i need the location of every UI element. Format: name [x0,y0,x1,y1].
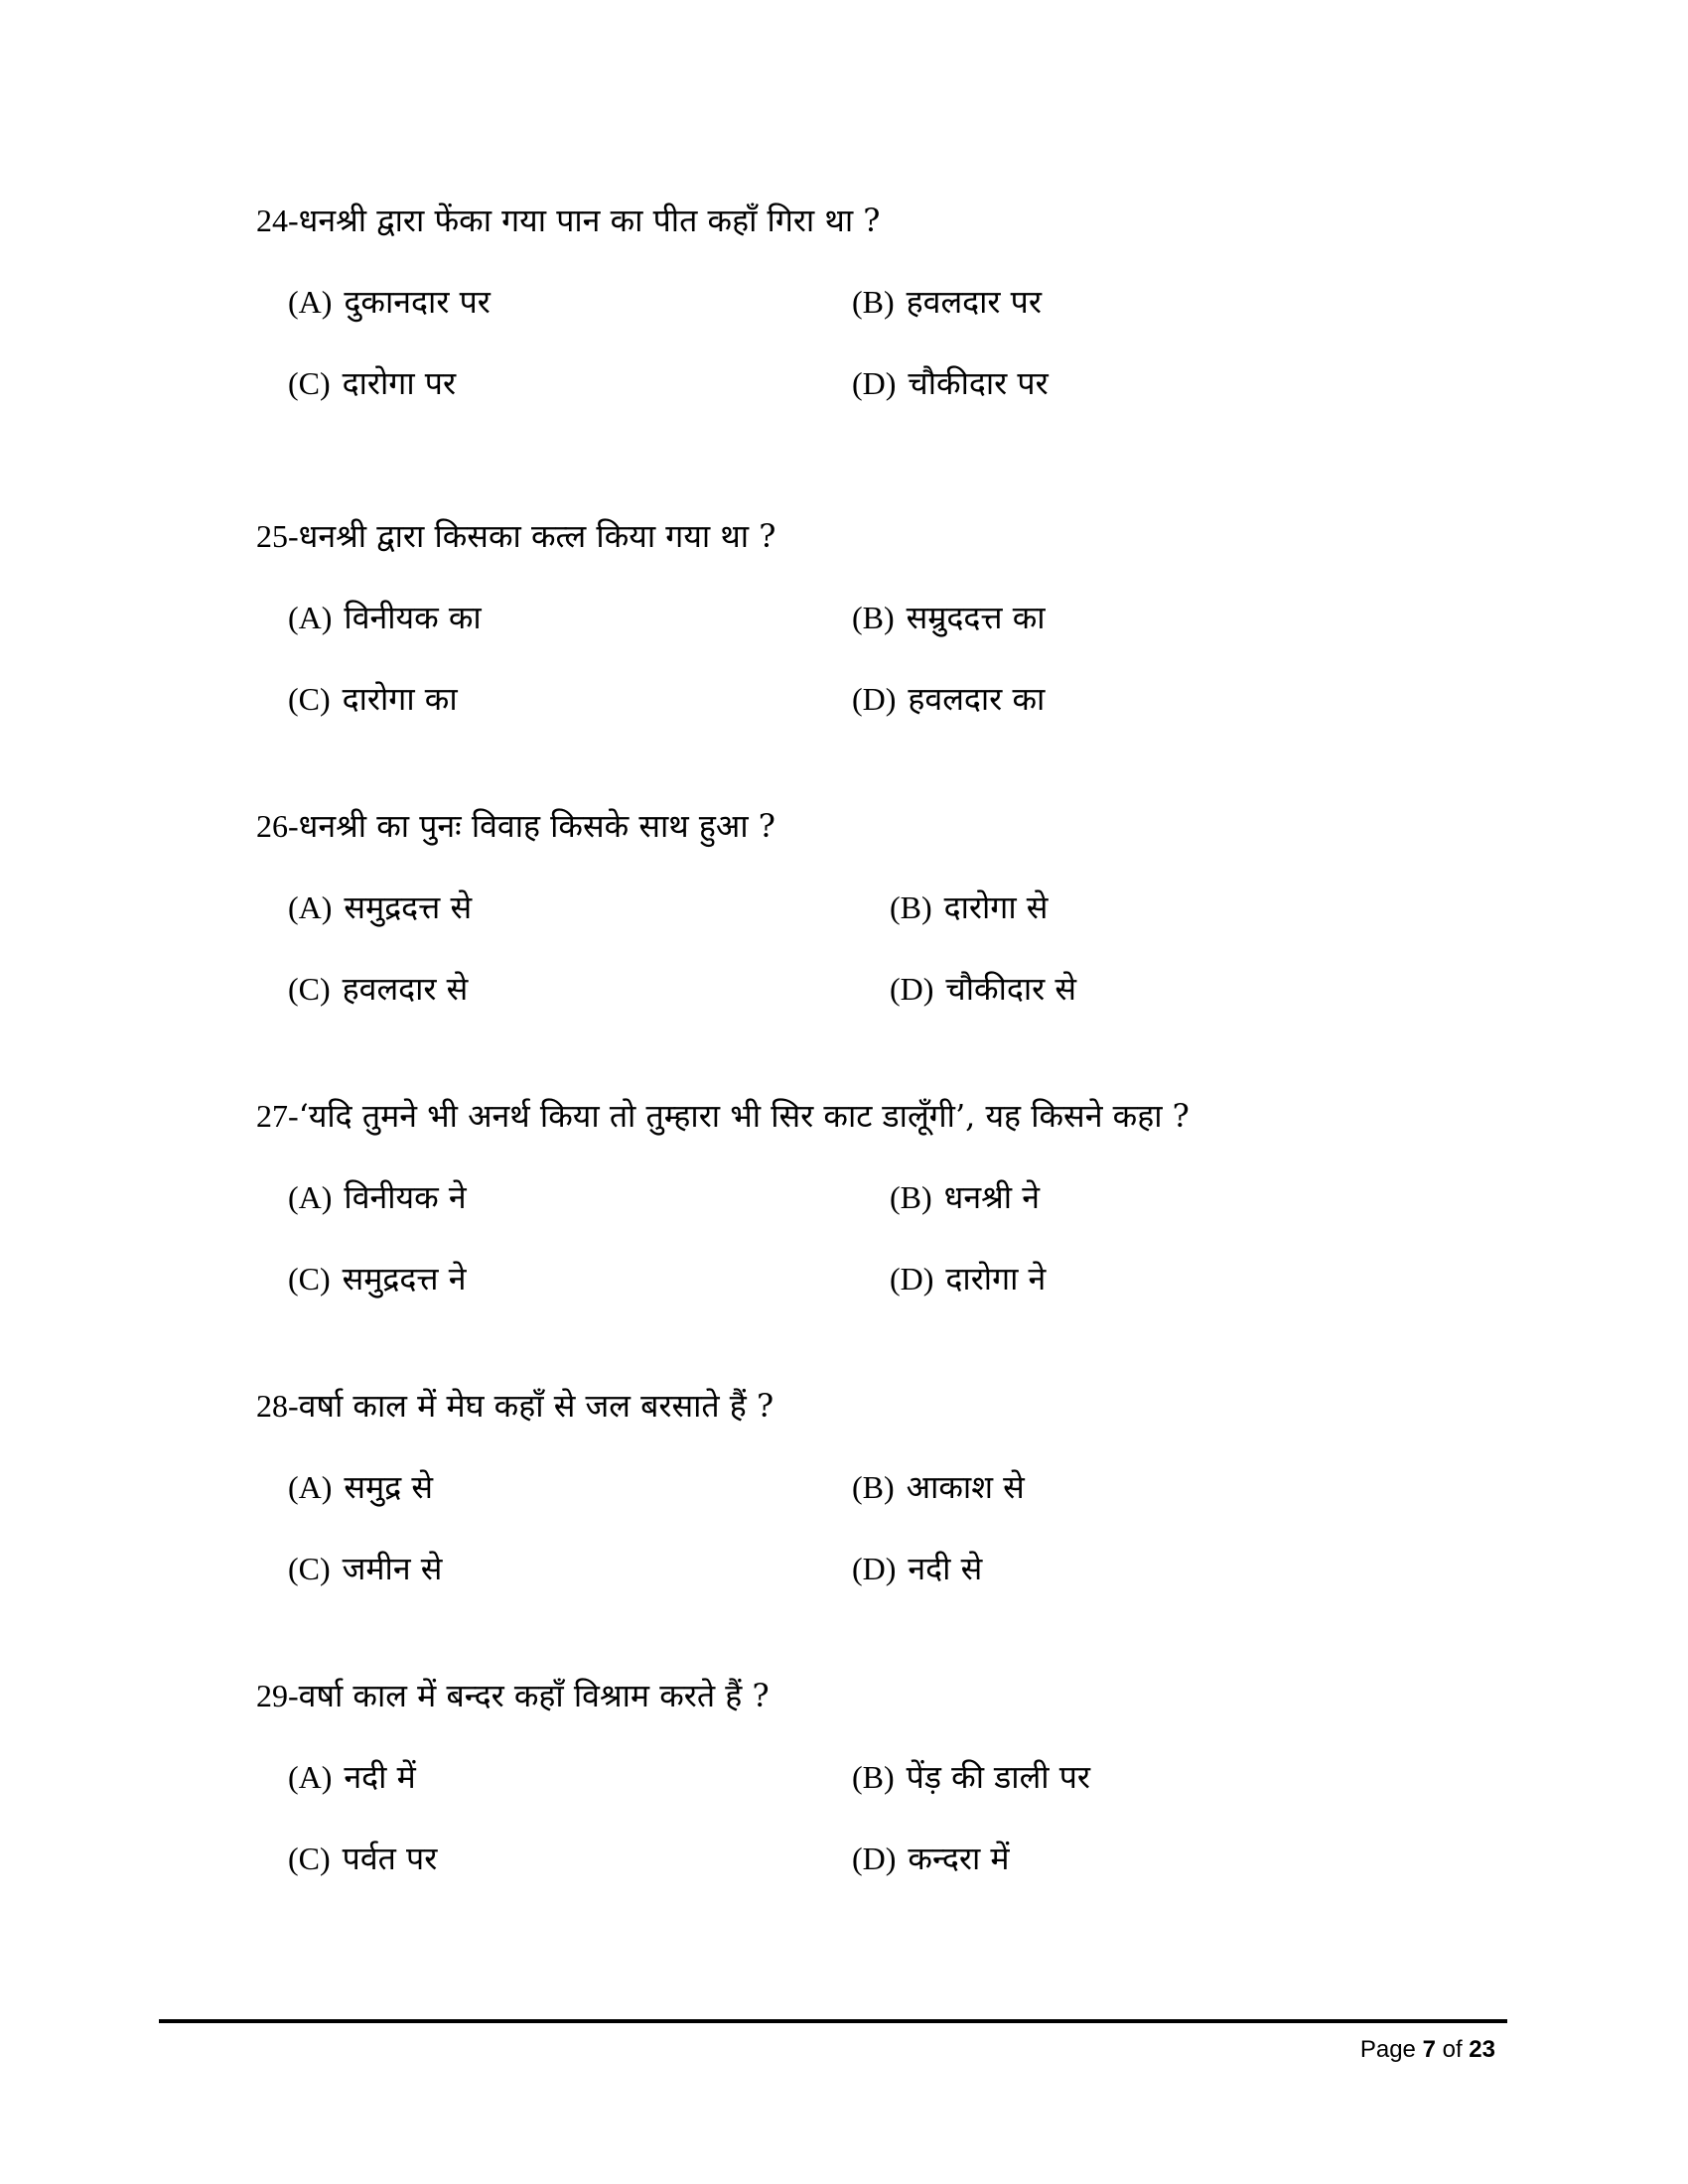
option-text: हवलदार से [342,970,469,1008]
option-c [288,1547,442,1590]
current-page-number: 7 [1422,2036,1436,2063]
option-a [288,1465,433,1509]
total-pages-number: 23 [1469,2036,1495,2063]
question-27 [256,1094,1507,1304]
option-letter: (A) [288,284,333,320]
option-a [288,596,482,639]
option-letter: (B) [852,1759,895,1795]
question-prompt: ‘यदि तुमने भी अनर्थ किया तो तुम्हारा भी सिर काट डालूँगी’, यह किसने कहा ? [298,1097,1190,1135]
question-number: 25- [256,518,299,554]
question-prompt: धनश्री का पुनः विवाह किसके साथ हुआ ? [298,807,775,845]
option-c [288,361,456,405]
option-d [890,1257,1046,1300]
option-letter: (D) [890,1261,934,1297]
options-group [256,1175,1507,1304]
option-letter: (C) [288,681,331,717]
option-c [288,677,458,721]
question-text [256,514,1507,558]
option-text: पर्वत पर [342,1840,438,1877]
option-text: कन्दरा में [908,1840,1010,1877]
option-text: हवलदार का [908,680,1046,718]
option-b [852,280,1042,324]
question-prompt: धनश्री द्वारा फेंका गया पान का पीत कहाँ गिरा था ? [298,202,881,239]
option-letter: (B) [852,600,895,635]
question-text [256,804,1507,848]
option-text: नदी से [908,1550,983,1587]
options-group [256,886,1507,1015]
option-text: दारोगा का [342,680,458,718]
question-text [256,199,1507,242]
option-b [852,1755,1090,1799]
option-letter: (A) [288,1179,333,1215]
option-a [288,886,472,929]
question-number: 29- [256,1678,299,1713]
option-c [288,1257,466,1300]
option-text: चौकीदार से [945,970,1077,1008]
option-letter: (B) [890,1179,932,1215]
option-letter: (C) [288,1841,331,1876]
option-letter: (D) [852,365,897,401]
option-letter: (B) [890,889,932,925]
option-text: समुद्रदत्त ने [342,1260,467,1297]
option-a [288,1755,416,1799]
options-group [256,1465,1507,1594]
options-group [256,280,1507,409]
option-letter: (A) [288,889,333,925]
option-text: दारोगा पर [342,364,457,402]
question-number: 28- [256,1388,299,1424]
option-letter: (A) [288,1759,333,1795]
option-letter: (B) [852,1469,895,1505]
option-letter: (C) [288,971,331,1007]
option-d [852,1547,982,1590]
option-text: नदी में [344,1758,416,1796]
option-d [852,677,1045,721]
option-letter: (D) [852,681,897,717]
option-letter: (D) [890,971,934,1007]
option-b [890,1175,1040,1219]
option-letter: (A) [288,1469,333,1505]
question-text [256,1384,1507,1428]
footer-divider [159,2019,1507,2023]
option-letter: (A) [288,600,333,635]
page-footer [1360,2035,1495,2065]
option-a [288,280,491,324]
option-text: दारोगा से [943,888,1049,926]
option-text: विनीयक का [344,599,482,636]
option-letter: (B) [852,284,895,320]
option-text: आकाश से [906,1468,1025,1506]
option-d [852,1837,1010,1880]
question-29 [256,1674,1507,1884]
option-text: सम्रुददत्त का [906,599,1046,636]
question-prompt: धनश्री द्वारा किसका कत्ल किया गया था ? [298,517,776,555]
option-letter: (D) [852,1551,897,1586]
option-a [288,1175,467,1219]
option-b [852,1465,1025,1509]
option-text: धनश्री ने [943,1178,1040,1216]
option-text: समुद्रदत्त से [344,888,473,926]
option-c [288,1837,437,1880]
options-group [256,596,1507,725]
option-text: विनीयक ने [344,1178,467,1216]
question-number: 24- [256,203,299,238]
option-letter: (C) [288,365,331,401]
question-24 [256,199,1507,409]
question-prompt: वर्षा काल में मेघ कहाँ से जल बरसाते हैं ? [298,1387,774,1425]
option-d [852,361,1049,405]
option-text: समुद्र से [344,1468,433,1506]
option-d [890,967,1076,1011]
option-b [852,596,1046,639]
question-25 [256,514,1507,725]
question-prompt: वर्षा काल में बन्दर कहाँ विश्राम करते हैं ? [298,1677,770,1714]
option-b [890,886,1048,929]
option-text: चौकीदार पर [908,364,1049,402]
option-c [288,967,468,1011]
option-text: पेंड़ की डाली पर [906,1758,1090,1796]
question-text [256,1094,1507,1138]
option-letter: (C) [288,1261,331,1297]
option-letter: (D) [852,1841,897,1876]
page-label: Page [1359,2036,1416,2063]
question-26 [256,804,1507,1015]
question-number: 26- [256,808,299,844]
question-text [256,1674,1507,1717]
option-text: दुकानदार पर [344,283,491,321]
question-number: 27- [256,1098,299,1134]
option-text: जमीन से [342,1550,443,1587]
of-label: of [1442,2036,1463,2063]
question-28 [256,1384,1507,1594]
options-group [256,1755,1507,1884]
option-letter: (C) [288,1551,331,1586]
option-text: दारोगा ने [945,1260,1047,1297]
option-text: हवलदार पर [906,283,1042,321]
